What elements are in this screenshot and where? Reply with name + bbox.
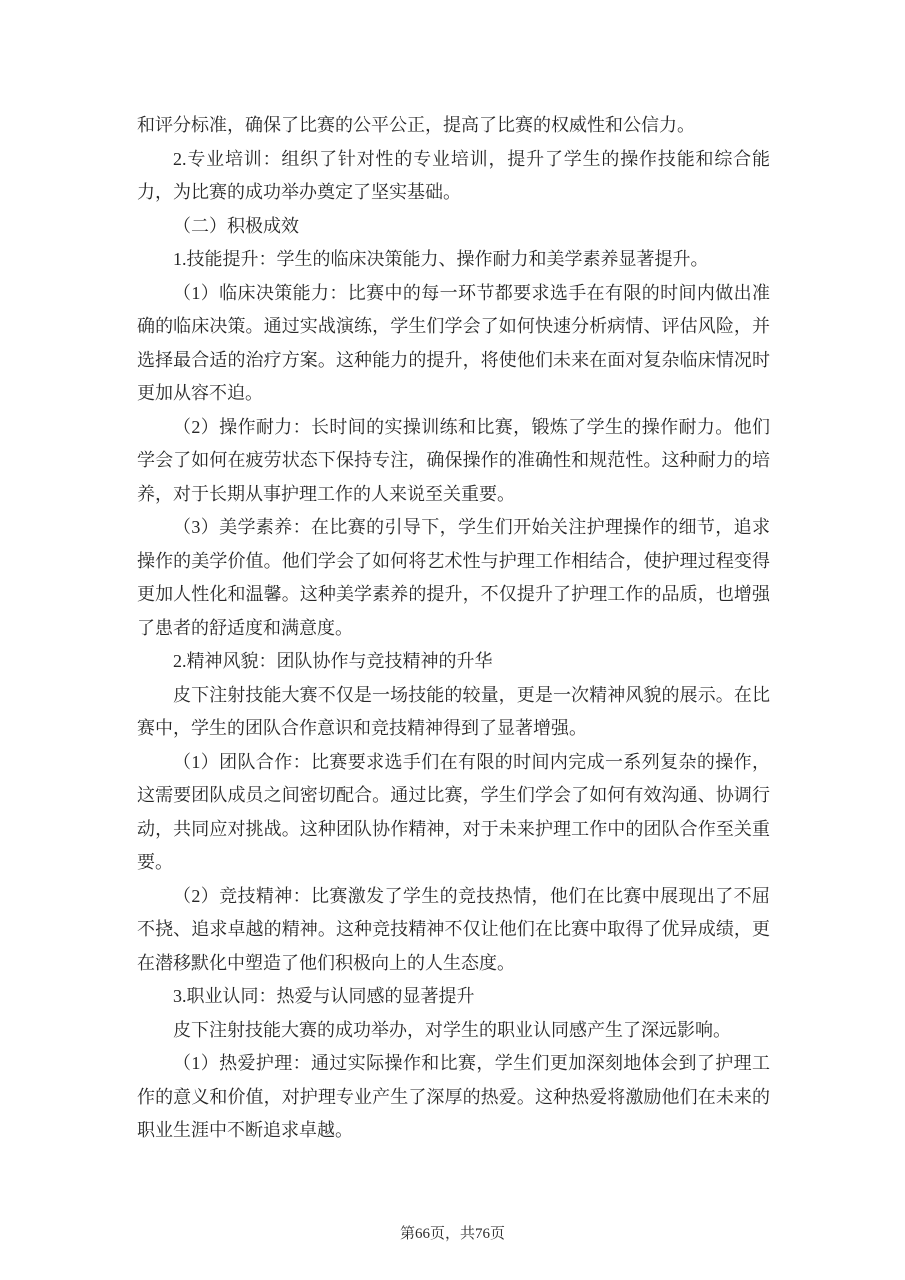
paragraph: （二）积极成效 [173, 215, 299, 236]
document-body-text [137, 109, 770, 1148]
paragraph: 3.职业认同：热爱与认同感的显著提升 [173, 986, 475, 1006]
paragraph: 2.专业培训：组织了针对性的专业培训，提升了学生的操作技能和综合能力，为比赛的成功举办奠定了坚实基础。 [137, 148, 770, 202]
paragraph: 和评分标准，确保了比赛的公平公正，提高了比赛的权威性和公信力。 [137, 115, 695, 135]
paragraph: 2.精神风貌：团队协作与竞技精神的升华 [173, 651, 493, 671]
paragraph: （2）操作耐力：长时间的实操训练和比赛，锻炼了学生的操作耐力。他们学会了如何在疲劳状态下保持专注，确保操作的准确性和规范性。这种耐力的培养，对于长期从事护理工作的人来说至关重要。 [137, 416, 770, 504]
page-footer [0, 1222, 905, 1246]
paragraph: （2）竞技精神：比赛激发了学生的竞技热情，他们在比赛中展现出了不屈不挠、追求卓越的精神。这种竞技精神不仅让他们在比赛中取得了优异成绩，更在潜移默化中塑造了他们积极向上的人生态度。 [137, 885, 770, 973]
paragraph: 皮下注射技能大赛不仅是一场技能的较量，更是一次精神风貌的展示。在比赛中，学生的团队合作意识和竞技精神得到了显著增强。 [137, 684, 770, 738]
paragraph: （1）临床决策能力：比赛中的每一环节都要求选手在有限的时间内做出准确的临床决策。通过实战演练，学生们学会了如何快速分析病情、评估风险，并选择最合适的治疗方案。这种能力的提升，将使他们未来在面对复杂临床情况时更加从容不迫。 [137, 282, 770, 403]
paragraph: （1）团队合作：比赛要求选手们在有限的时间内完成一系列复杂的操作，这需要团队成员之间密切配合。通过比赛，学生们学会了如何有效沟通、协调行动，共同应对挑战。这种团队协作精神，对于未来护理工作中的团队合作至关重要。 [137, 751, 770, 872]
paragraph: 皮下注射技能大赛的成功举办，对学生的职业认同感产生了深远影响。 [173, 1019, 731, 1040]
paragraph: 1.技能提升：学生的临床决策能力、操作耐力和美学素养显著提升。 [173, 249, 709, 269]
page-number-label: 第66页，共76页 [399, 1226, 505, 1242]
paragraph: （3）美学素养：在比赛的引导下，学生们开始关注护理操作的细节，追求操作的美学价值。他们学会了如何将艺术性与护理工作相结合，使护理过程变得更加人性化和温馨。这种美学素养的提升，不仅提升了护理工作的品质，也增强了患者的舒适度和满意度。 [137, 517, 770, 638]
paragraph: （1）热爱护理：通过实际操作和比赛，学生们更加深刻地体会到了护理工作的意义和价值，对护理专业产生了深厚的热爱。这种热爱将激励他们在未来的职业生涯中不断追求卓越。 [137, 1053, 770, 1140]
